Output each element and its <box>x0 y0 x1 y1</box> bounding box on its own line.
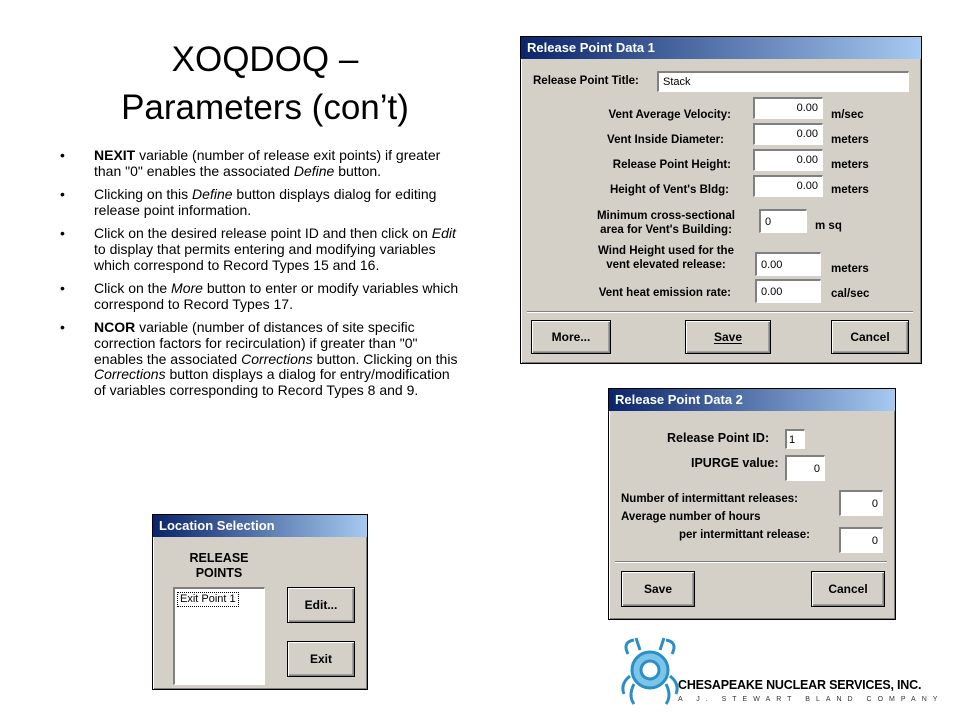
release-point-height-input[interactable]: 0.00 <box>753 149 823 171</box>
bullet-italic-term: Corrections <box>94 366 166 383</box>
release-point-height-label: Release Point Height: <box>612 159 731 171</box>
dialog-separator <box>527 311 913 313</box>
bullet-text: button displays a dialog for entry/modification of variables corresponding to Record Types 8 and 9. <box>94 366 450 398</box>
cancel-button-label: Cancel <box>850 330 890 344</box>
more-button[interactable]: More... <box>531 320 611 354</box>
save-button-label: Save <box>713 330 743 344</box>
vent-average-velocity-unit: m/sec <box>831 109 864 121</box>
bullet-italic-term: Corrections <box>241 350 313 367</box>
dialog-title: Release Point Data 1 <box>521 37 921 59</box>
release-points-label <box>175 551 263 581</box>
release-points-label-line-2: POINTS <box>195 566 243 580</box>
company-name: CHESAPEAKE NUCLEAR SERVICES, INC. <box>678 678 922 692</box>
company-tagline: A J. STEWART BLAND COMPANY <box>678 696 944 703</box>
bullet-item <box>60 320 460 398</box>
edit-button-label: Edit... <box>304 598 338 612</box>
release-points-listbox[interactable] <box>173 587 265 685</box>
edit-button[interactable] <box>287 587 355 623</box>
bullet-text: variable (number of release exit points) if greater than "0" enables the associated <box>94 147 441 179</box>
min-cross-sectional-input[interactable]: 0 <box>759 209 807 233</box>
vent-average-velocity-input[interactable]: 0.00 <box>753 97 823 119</box>
release-points-label-line-1: RELEASE <box>189 551 249 565</box>
bullet-item <box>60 148 460 179</box>
ipurge-value-input[interactable]: 0 <box>785 455 825 481</box>
bullet-list <box>60 148 460 406</box>
release-point-id-input[interactable]: 1 <box>785 429 805 449</box>
min-cross-sectional-label <box>581 209 751 237</box>
vent-heat-emission-label: Vent heat emission rate: <box>598 287 731 299</box>
bullet-bold-term: NCOR <box>94 319 136 336</box>
bullet-italic-term: Define <box>192 186 233 203</box>
height-vents-bldg-label: Height of Vent's Bldg: <box>609 184 729 196</box>
average-hours-label-line-1: Average number of hours <box>621 511 761 523</box>
bullet-text: Click on the desired release point ID and then click on <box>94 225 432 242</box>
dialog-separator <box>615 561 887 563</box>
bullet-text: variable (number of distances of site specific correction factors for recirculation) if greater than "0" enables the associated <box>94 319 418 367</box>
bullet-italic-term: More <box>171 280 203 297</box>
list-item[interactable]: Exit Point 1 <box>177 592 239 607</box>
crab-icon <box>623 638 677 704</box>
wind-height-unit: meters <box>831 263 869 275</box>
min-cross-sectional-unit: m sq <box>815 220 842 232</box>
cancel-button-label: Cancel <box>828 582 868 596</box>
release-point-id-label: Release Point ID: <box>667 431 770 445</box>
slide-title-line-2: Parameters (con’t) <box>121 88 409 127</box>
min-cross-sectional-label-line-2: area for Vent's Building: <box>600 224 732 236</box>
bullet-item <box>60 281 460 312</box>
vent-inside-diameter-unit: meters <box>831 134 869 146</box>
location-selection-dialog <box>152 514 368 690</box>
exit-button[interactable] <box>287 641 355 677</box>
bullet-item <box>60 226 460 273</box>
slide-title-line-1: XOQDOQ – <box>171 40 359 79</box>
cancel-button[interactable] <box>811 571 885 607</box>
wind-height-input[interactable]: 0.00 <box>755 252 821 276</box>
bullet-bold-term: NEXIT <box>94 147 136 163</box>
cancel-button[interactable] <box>831 320 909 354</box>
dialog-title: Release Point Data 2 <box>609 389 895 411</box>
release-point-height-unit: meters <box>831 159 869 171</box>
average-hours-input[interactable]: 0 <box>839 527 883 553</box>
ipurge-value-label: IPURGE value: <box>691 456 779 470</box>
vent-average-velocity-label: Vent Average Velocity: <box>608 109 731 121</box>
save-button[interactable] <box>621 571 695 607</box>
height-vents-bldg-unit: meters <box>831 184 869 196</box>
vent-heat-emission-input[interactable]: 0.00 <box>755 279 821 303</box>
bullet-text: button. Clicking on this <box>312 350 458 367</box>
height-vents-bldg-input[interactable]: 0.00 <box>753 175 823 197</box>
bullet-text: button displays dialog for editing release point information. <box>94 186 437 218</box>
bullet-italic-term: Define <box>293 162 335 179</box>
num-intermittant-releases-input[interactable]: 0 <box>839 490 883 516</box>
slide-title <box>40 36 490 132</box>
min-cross-sectional-label-line-1: Minimum cross-sectional <box>596 210 736 222</box>
vent-inside-diameter-input[interactable]: 0.00 <box>753 123 823 145</box>
exit-button-label: Exit <box>309 652 332 666</box>
bullet-text: button. <box>334 162 382 179</box>
bullet-text: button to enter or modify variables which correspond to Record Types 17. <box>94 280 459 312</box>
save-button-label: Save <box>643 582 673 596</box>
average-hours-label-line-2: per intermittant release: <box>679 529 811 541</box>
bullet-item <box>60 187 460 218</box>
vent-inside-diameter-label: Vent Inside Diameter: <box>607 134 724 146</box>
release-point-title-label: Release Point Title: <box>533 75 639 87</box>
release-point-title-input[interactable]: Stack <box>657 71 909 92</box>
wind-height-label <box>581 244 751 272</box>
dialog-title: Location Selection <box>153 515 367 537</box>
bullet-text: Click on the <box>94 280 172 297</box>
bullet-text: to display that permits entering and modifying variables which correspond to Record Types 15 and 16. <box>94 240 436 273</box>
num-intermittant-releases-label: Number of intermittant releases: <box>621 493 799 505</box>
save-button[interactable] <box>685 320 771 354</box>
release-point-data-1-dialog <box>520 36 922 364</box>
bullet-text: Clicking on this <box>94 186 193 203</box>
wind-height-label-line-2: vent elevated release: <box>606 259 726 271</box>
release-point-data-2-dialog <box>608 388 896 620</box>
vent-heat-emission-unit: cal/sec <box>831 288 870 300</box>
bullet-italic-term: Edit <box>431 225 456 242</box>
wind-height-label-line-1: Wind Height used for the <box>598 245 734 257</box>
